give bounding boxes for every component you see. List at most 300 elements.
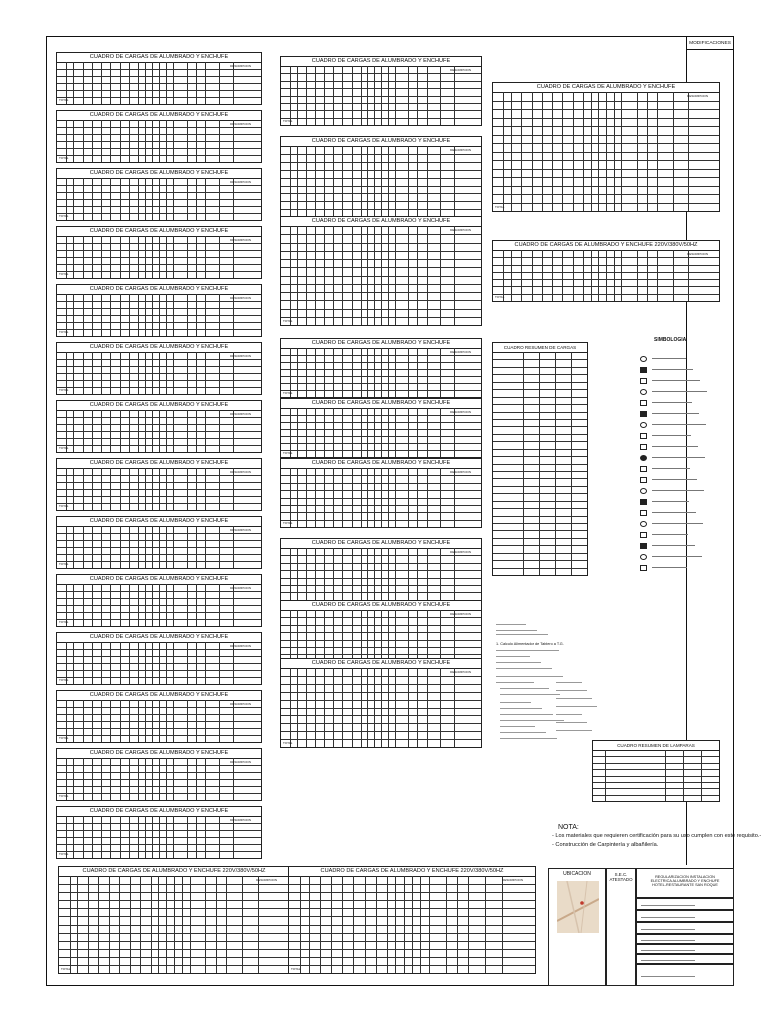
seal-line-1: S.E.C. bbox=[614, 872, 628, 877]
row-rule bbox=[593, 769, 719, 770]
calc-line-rule bbox=[496, 682, 534, 683]
total-label: TOTAL bbox=[59, 562, 69, 566]
row-rule bbox=[493, 530, 587, 531]
symbol-icon bbox=[640, 477, 647, 483]
description-header: DESCRIPCION bbox=[687, 94, 708, 98]
description-header: DESCRIPCION bbox=[230, 296, 251, 300]
row-rule bbox=[493, 294, 719, 295]
symbol-icon bbox=[640, 356, 647, 362]
row-rule bbox=[281, 436, 481, 437]
row-rule bbox=[57, 844, 261, 845]
row-rule bbox=[281, 415, 481, 416]
row-rule bbox=[57, 250, 261, 251]
row-rule bbox=[281, 578, 481, 579]
row-rule bbox=[57, 308, 261, 309]
symbol-caption-line bbox=[652, 380, 700, 381]
calc-line-rule bbox=[500, 720, 564, 721]
row-rule bbox=[57, 561, 261, 562]
load-table bbox=[492, 82, 720, 212]
calc-line-rule bbox=[500, 732, 546, 733]
row-rule bbox=[281, 632, 481, 633]
row-rule bbox=[493, 367, 587, 368]
row-rule bbox=[493, 486, 587, 487]
row-rule bbox=[57, 503, 261, 504]
row-rule bbox=[493, 568, 587, 569]
title-block-row bbox=[636, 964, 734, 986]
symbol-caption-line bbox=[652, 567, 687, 568]
table-grid bbox=[57, 700, 261, 742]
symbol-icon bbox=[640, 532, 647, 538]
row-rule bbox=[493, 478, 587, 479]
symbol-icon bbox=[640, 554, 647, 560]
row-rule bbox=[57, 649, 261, 650]
row-rule bbox=[493, 545, 587, 546]
row-rule bbox=[57, 373, 261, 374]
row-rule bbox=[289, 900, 535, 901]
row-rule bbox=[593, 788, 719, 789]
row-rule bbox=[593, 782, 719, 783]
calc-line-rule bbox=[496, 630, 537, 631]
title-block-text-rule bbox=[641, 929, 695, 930]
row-rule bbox=[281, 96, 481, 97]
row-rule bbox=[281, 692, 481, 693]
symbol-row bbox=[640, 442, 714, 451]
table-grid bbox=[493, 352, 587, 575]
calc-line-rule bbox=[496, 668, 552, 669]
row-rule bbox=[281, 193, 481, 194]
row-rule bbox=[281, 317, 481, 318]
load-table bbox=[56, 226, 262, 279]
row-rule bbox=[493, 118, 719, 119]
total-label: TOTAL bbox=[59, 272, 69, 276]
symbol-caption-line bbox=[652, 556, 702, 557]
table-grid bbox=[57, 410, 261, 452]
total-label: TOTAL bbox=[61, 967, 71, 971]
calc-line-rule bbox=[556, 722, 587, 723]
load-table bbox=[56, 52, 262, 105]
symbol-caption-line bbox=[652, 457, 705, 458]
row-rule bbox=[281, 201, 481, 202]
row-rule bbox=[59, 892, 289, 893]
row-rule bbox=[57, 387, 261, 388]
row-rule bbox=[281, 617, 481, 618]
row-rule bbox=[493, 169, 719, 170]
table-grid bbox=[57, 62, 261, 104]
row-rule bbox=[57, 554, 261, 555]
row-rule bbox=[493, 412, 587, 413]
title-block-row bbox=[636, 922, 734, 934]
row-rule bbox=[493, 493, 587, 494]
row-rule bbox=[59, 908, 289, 909]
row-rule bbox=[281, 267, 481, 268]
row-rule bbox=[281, 103, 481, 104]
row-rule bbox=[493, 404, 587, 405]
row-rule bbox=[281, 300, 481, 301]
load-table-title: CUADRO DE CARGAS DE ALUMBRADO Y ENCHUFE bbox=[281, 459, 481, 469]
row-rule bbox=[57, 359, 261, 360]
calc-line-rule bbox=[500, 702, 531, 703]
description-header: DESCRIPCION bbox=[230, 528, 251, 532]
row-rule bbox=[281, 505, 481, 506]
row-rule bbox=[281, 555, 481, 556]
row-rule bbox=[493, 516, 587, 517]
symbol-row bbox=[640, 387, 714, 396]
load-table-title: CUADRO DE CARGAS DE ALUMBRADO Y ENCHUFE 220V/380V/50HZ bbox=[59, 867, 289, 877]
total-label: TOTAL bbox=[283, 741, 293, 745]
row-rule bbox=[57, 823, 261, 824]
row-rule bbox=[57, 772, 261, 773]
row-rule bbox=[57, 793, 261, 794]
row-rule bbox=[281, 234, 481, 235]
description-header: DESCRIPCION bbox=[230, 644, 251, 648]
total-label: TOTAL bbox=[59, 388, 69, 392]
row-rule bbox=[59, 957, 289, 958]
row-rule bbox=[493, 426, 587, 427]
load-table bbox=[56, 574, 262, 627]
row-rule bbox=[281, 186, 481, 187]
row-rule bbox=[57, 83, 261, 84]
load-table-title: CUADRO DE CARGAS DE ALUMBRADO Y ENCHUFE bbox=[281, 217, 481, 227]
load-table bbox=[56, 168, 262, 221]
load-table bbox=[56, 400, 262, 453]
summary-table bbox=[492, 342, 588, 576]
row-rule bbox=[281, 654, 481, 655]
total-label: TOTAL bbox=[495, 295, 505, 299]
load-table-title: CUADRO DE CARGAS DE ALUMBRADO Y ENCHUFE bbox=[57, 169, 261, 179]
symbology-title: SIMBOLOGIA bbox=[654, 337, 687, 343]
row-rule bbox=[281, 390, 481, 391]
load-table-title: CUADRO DE CARGAS DE ALUMBRADO Y ENCHUFE bbox=[57, 807, 261, 817]
note-line-1: - Los materiales que requieren certificación para su uso cumplen con este requisito.- bbox=[552, 833, 762, 839]
row-rule bbox=[493, 374, 587, 375]
table-grid bbox=[57, 294, 261, 336]
load-table-title: CUADRO DE CARGAS DE ALUMBRADO Y ENCHUFE bbox=[57, 53, 261, 63]
symbol-icon bbox=[640, 422, 647, 428]
row-rule bbox=[493, 456, 587, 457]
total-label: TOTAL bbox=[59, 678, 69, 682]
row-rule bbox=[281, 251, 481, 252]
row-rule bbox=[493, 109, 719, 110]
symbol-icon bbox=[640, 411, 647, 417]
total-label: TOTAL bbox=[283, 521, 293, 525]
load-table bbox=[280, 56, 482, 126]
row-rule bbox=[281, 498, 481, 499]
row-rule bbox=[289, 957, 535, 958]
row-rule bbox=[57, 765, 261, 766]
row-rule bbox=[281, 162, 481, 163]
row-rule bbox=[493, 397, 587, 398]
row-rule bbox=[57, 431, 261, 432]
row-rule bbox=[57, 612, 261, 613]
symbol-caption-line bbox=[652, 446, 698, 447]
symbol-icon bbox=[640, 499, 647, 505]
table-grid bbox=[57, 642, 261, 684]
table-grid bbox=[281, 348, 481, 397]
symbol-caption-line bbox=[652, 435, 691, 436]
symbol-caption-line bbox=[652, 391, 707, 392]
load-table-title: CUADRO DE CARGAS DE ALUMBRADO Y ENCHUFE bbox=[281, 57, 481, 67]
row-rule bbox=[493, 143, 719, 144]
total-label: TOTAL bbox=[283, 119, 293, 123]
row-rule bbox=[493, 560, 587, 561]
table-grid bbox=[493, 92, 719, 211]
symbol-caption-line bbox=[652, 358, 686, 359]
row-rule bbox=[281, 209, 481, 210]
load-table bbox=[56, 342, 262, 395]
title-block-text-rule bbox=[641, 905, 695, 906]
row-rule bbox=[281, 429, 481, 430]
load-table-title: CUADRO DE CARGAS DE ALUMBRADO Y ENCHUFE bbox=[57, 749, 261, 759]
total-label: TOTAL bbox=[291, 967, 301, 971]
description-header: DESCRIPCION bbox=[450, 228, 471, 232]
symbol-row bbox=[640, 486, 714, 495]
load-table bbox=[280, 398, 482, 458]
load-table bbox=[56, 632, 262, 685]
total-label: TOTAL bbox=[283, 391, 293, 395]
row-rule bbox=[57, 489, 261, 490]
row-rule bbox=[289, 916, 535, 917]
row-rule bbox=[57, 735, 261, 736]
table-grid bbox=[593, 750, 719, 801]
row-rule bbox=[281, 376, 481, 377]
table-grid bbox=[57, 120, 261, 162]
symbol-icon bbox=[640, 488, 647, 494]
row-rule bbox=[57, 677, 261, 678]
row-rule bbox=[57, 213, 261, 214]
row-rule bbox=[57, 728, 261, 729]
row-rule bbox=[57, 830, 261, 831]
seal-line-2: ATESTADO bbox=[609, 877, 633, 882]
calc-line-rule bbox=[500, 738, 557, 739]
row-rule bbox=[59, 941, 289, 942]
total-label: TOTAL bbox=[59, 446, 69, 450]
load-table bbox=[56, 748, 262, 801]
row-rule bbox=[281, 170, 481, 171]
note-title: NOTA: bbox=[558, 824, 579, 831]
row-rule bbox=[57, 69, 261, 70]
row-rule bbox=[281, 684, 481, 685]
calc-line-rule bbox=[500, 708, 542, 709]
table-grid bbox=[57, 236, 261, 278]
symbol-icon bbox=[640, 543, 647, 549]
row-rule bbox=[57, 445, 261, 446]
row-rule bbox=[493, 177, 719, 178]
row-rule bbox=[57, 206, 261, 207]
description-header: DESCRIPCION bbox=[450, 410, 471, 414]
total-label: TOTAL bbox=[59, 852, 69, 856]
row-rule bbox=[281, 640, 481, 641]
location-pin-icon bbox=[580, 901, 584, 905]
row-rule bbox=[57, 155, 261, 156]
load-table bbox=[56, 110, 262, 163]
load-table-title: CUADRO DE CARGAS DE ALUMBRADO Y ENCHUFE 220V/380V/50HZ bbox=[493, 241, 719, 251]
row-rule bbox=[493, 553, 587, 554]
row-rule bbox=[289, 884, 535, 885]
row-rule bbox=[493, 464, 587, 465]
description-header: DESCRIPCION bbox=[230, 586, 251, 590]
symbol-icon bbox=[640, 389, 647, 395]
row-rule bbox=[281, 739, 481, 740]
row-rule bbox=[57, 714, 261, 715]
description-header: DESCRIPCION bbox=[230, 412, 251, 416]
symbol-row bbox=[640, 354, 714, 363]
symbol-icon bbox=[640, 565, 647, 571]
table-grid bbox=[57, 758, 261, 800]
title-block-text-rule bbox=[641, 917, 695, 918]
symbol-icon bbox=[640, 466, 647, 472]
symbol-row bbox=[640, 420, 714, 429]
row-rule bbox=[59, 933, 289, 934]
row-rule bbox=[57, 301, 261, 302]
symbol-row bbox=[640, 519, 714, 528]
row-rule bbox=[57, 97, 261, 98]
symbol-caption-line bbox=[652, 369, 693, 370]
row-rule bbox=[281, 110, 481, 111]
load-table-title: CUADRO DE CARGAS DE ALUMBRADO Y ENCHUFE bbox=[57, 227, 261, 237]
location-cell bbox=[548, 868, 606, 986]
description-header: DESCRIPCION bbox=[450, 350, 471, 354]
location-label: UBICACION bbox=[563, 871, 591, 877]
row-rule bbox=[289, 941, 535, 942]
row-rule bbox=[289, 933, 535, 934]
calc-line-rule bbox=[556, 730, 592, 731]
row-rule bbox=[493, 152, 719, 153]
note-line-2: - Construcción de Carpintería y albañilería. bbox=[552, 842, 659, 848]
row-rule bbox=[493, 523, 587, 524]
load-table bbox=[58, 866, 290, 974]
load-table bbox=[280, 136, 482, 226]
symbol-caption-line bbox=[652, 512, 696, 513]
row-rule bbox=[493, 186, 719, 187]
row-rule bbox=[281, 585, 481, 586]
load-table-title: CUADRO DE CARGAS DE ALUMBRADO Y ENCHUFE bbox=[281, 539, 481, 549]
row-rule bbox=[57, 547, 261, 548]
summary-table-title: CUADRO RESUMEN DE CARGAS bbox=[493, 343, 587, 353]
note-block bbox=[552, 823, 762, 863]
row-rule bbox=[281, 520, 481, 521]
table-grid bbox=[281, 668, 481, 747]
symbol-caption-line bbox=[652, 424, 706, 425]
load-table bbox=[56, 690, 262, 743]
load-table-title: CUADRO DE CARGAS DE ALUMBRADO Y ENCHUFE bbox=[57, 517, 261, 527]
table-grid bbox=[281, 66, 481, 125]
calc-line-rule bbox=[500, 714, 553, 715]
row-rule bbox=[281, 118, 481, 119]
table-grid bbox=[57, 352, 261, 394]
row-rule bbox=[57, 243, 261, 244]
symbol-icon bbox=[640, 433, 647, 439]
row-rule bbox=[281, 723, 481, 724]
row-rule bbox=[57, 851, 261, 852]
table-grid bbox=[57, 816, 261, 858]
table-grid bbox=[57, 468, 261, 510]
row-rule bbox=[281, 284, 481, 285]
title-block-row bbox=[636, 898, 734, 910]
row-rule bbox=[281, 676, 481, 677]
row-rule bbox=[57, 141, 261, 142]
symbol-caption-line bbox=[652, 479, 697, 480]
symbol-row bbox=[640, 563, 714, 572]
row-rule bbox=[57, 837, 261, 838]
load-table bbox=[56, 458, 262, 511]
row-rule bbox=[57, 721, 261, 722]
row-rule bbox=[281, 422, 481, 423]
load-table-title: CUADRO DE CARGAS DE ALUMBRADO Y ENCHUFE bbox=[281, 601, 481, 611]
row-rule bbox=[59, 884, 289, 885]
total-label: TOTAL bbox=[59, 736, 69, 740]
symbol-caption-line bbox=[652, 501, 689, 502]
row-rule bbox=[59, 965, 289, 966]
load-table-title: CUADRO DE CARGAS DE ALUMBRADO Y ENCHUFE bbox=[281, 339, 481, 349]
row-rule bbox=[593, 756, 719, 757]
row-rule bbox=[281, 647, 481, 648]
load-table-title: CUADRO DE CARGAS DE ALUMBRADO Y ENCHUFE bbox=[57, 691, 261, 701]
row-rule bbox=[57, 322, 261, 323]
symbol-caption-line bbox=[652, 468, 690, 469]
symbol-row bbox=[640, 497, 714, 506]
row-rule bbox=[57, 605, 261, 606]
description-header: DESCRIPCION bbox=[687, 252, 708, 256]
row-rule bbox=[281, 73, 481, 74]
row-rule bbox=[281, 309, 481, 310]
title-block-row bbox=[636, 934, 734, 944]
project-line-3: HOTEL-RESTAURANTE SAN ROQUE bbox=[652, 883, 718, 887]
symbol-row bbox=[640, 464, 714, 473]
row-rule bbox=[281, 563, 481, 564]
description-header: DESCRIPCION bbox=[230, 702, 251, 706]
total-label: TOTAL bbox=[59, 156, 69, 160]
row-rule bbox=[281, 259, 481, 260]
total-label: TOTAL bbox=[283, 451, 293, 455]
load-table-title: CUADRO DE CARGAS DE ALUMBRADO Y ENCHUFE bbox=[57, 111, 261, 121]
row-rule bbox=[57, 619, 261, 620]
row-rule bbox=[57, 315, 261, 316]
row-rule bbox=[57, 496, 261, 497]
row-rule bbox=[289, 908, 535, 909]
load-table-title: CUADRO DE CARGAS DE ALUMBRADO Y ENCHUFE bbox=[57, 459, 261, 469]
table-grid bbox=[493, 250, 719, 301]
row-rule bbox=[59, 949, 289, 950]
load-table bbox=[56, 516, 262, 569]
row-rule bbox=[281, 88, 481, 89]
description-header: DESCRIPCION bbox=[450, 670, 471, 674]
row-rule bbox=[57, 380, 261, 381]
row-rule bbox=[289, 965, 535, 966]
symbol-icon bbox=[640, 455, 647, 461]
symbol-row bbox=[640, 409, 714, 418]
row-rule bbox=[493, 471, 587, 472]
row-rule bbox=[493, 441, 587, 442]
symbol-caption-line bbox=[652, 523, 703, 524]
description-header: DESCRIPCION bbox=[230, 760, 251, 764]
calc-line: 1. Calculo Alimentador de Tablero a T.G. bbox=[496, 642, 564, 646]
row-rule bbox=[57, 127, 261, 128]
total-label: TOTAL bbox=[59, 98, 69, 102]
description-header: DESCRIPCION bbox=[450, 148, 471, 152]
load-table-title: CUADRO DE CARGAS DE ALUMBRADO Y ENCHUFE 220V/380V/50HZ bbox=[289, 867, 535, 877]
row-rule bbox=[59, 900, 289, 901]
symbol-row bbox=[640, 431, 714, 440]
description-header: DESCRIPCION bbox=[230, 238, 251, 242]
row-rule bbox=[281, 483, 481, 484]
symbol-icon bbox=[640, 521, 647, 527]
load-table-title: CUADRO DE CARGAS DE ALUMBRADO Y ENCHUFE bbox=[57, 285, 261, 295]
row-rule bbox=[281, 383, 481, 384]
table-grid bbox=[281, 548, 481, 607]
symbol-row bbox=[640, 541, 714, 550]
project-line-1: REGULARIZACION INSTALACION bbox=[655, 875, 715, 879]
row-rule bbox=[57, 475, 261, 476]
